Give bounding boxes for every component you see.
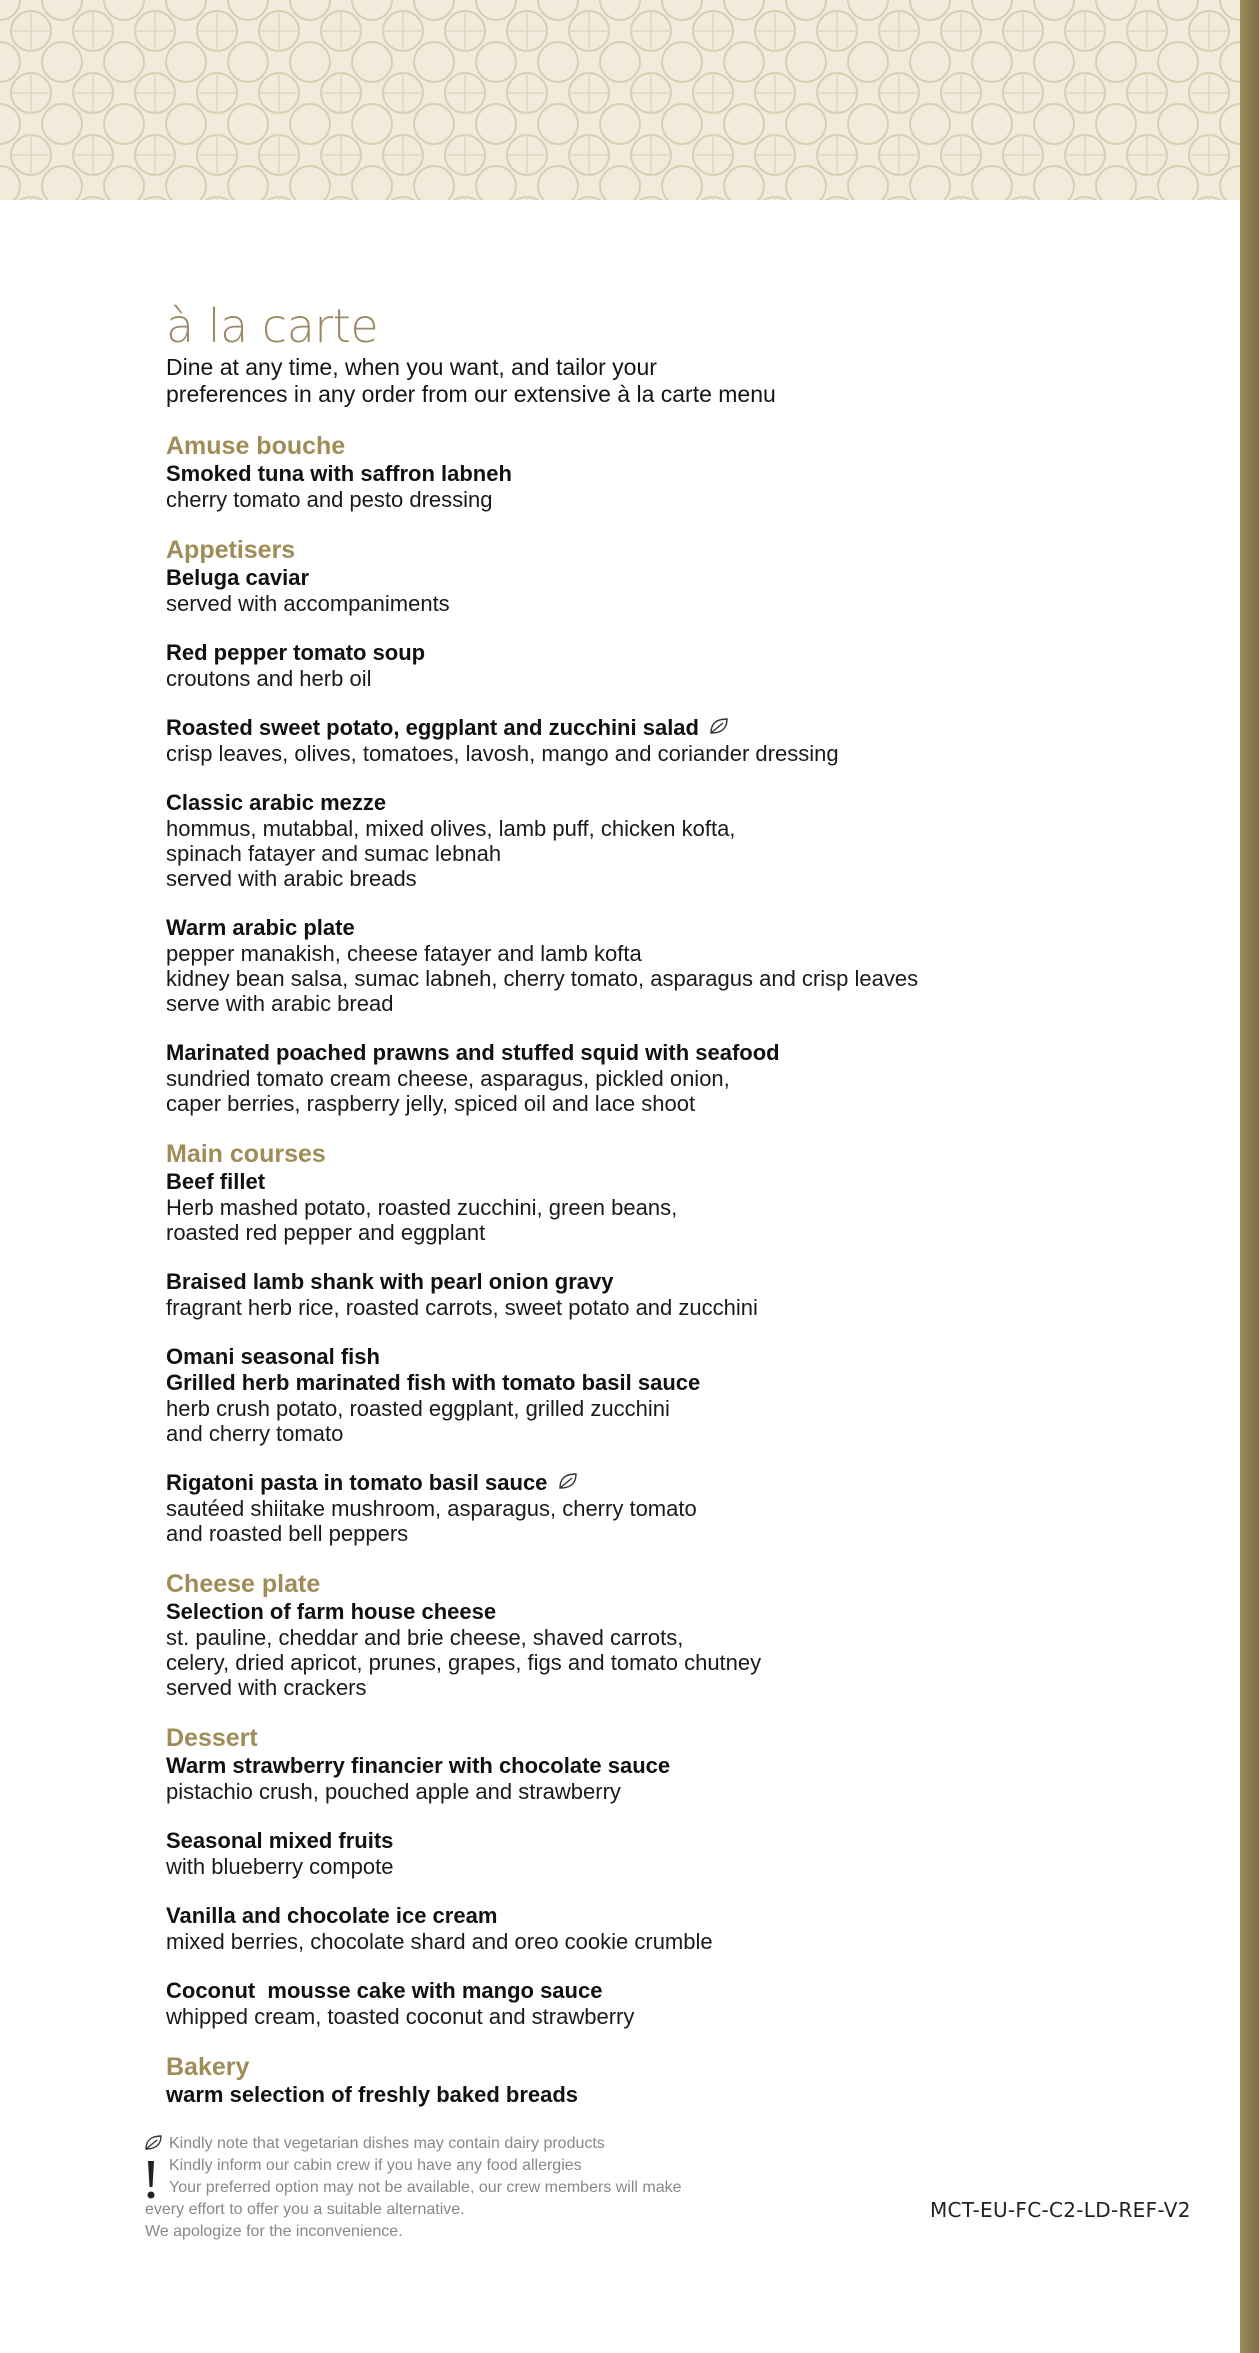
- dish-description: [166, 487, 1226, 512]
- allergy-note-line: Kindly inform our cabin crew if you have any food allergies: [169, 2157, 582, 2174]
- dish-description-line: serve with arabic bread: [166, 991, 394, 1016]
- dish-description-line: kidney bean salsa, sumac labneh, cherry tomato, asparagus and crisp leaves: [166, 966, 919, 991]
- dish-name: Vanilla and chocolate ice cream: [166, 1903, 498, 1928]
- dish-item: [166, 565, 1226, 616]
- allergy-note-continued: [145, 2199, 845, 2243]
- section-title: Dessert: [166, 1724, 258, 1752]
- dish-description: [166, 1625, 1226, 1700]
- dish-name-row: [166, 715, 1226, 741]
- dish-item: [166, 790, 1226, 891]
- dish-description-line: Herb mashed potato, roasted zucchini, green beans,: [166, 1195, 678, 1220]
- dish-description-line: with blueberry compote: [166, 1854, 394, 1879]
- dish-description-line: and roasted bell peppers: [166, 1521, 409, 1546]
- dish-description: [166, 1066, 1226, 1116]
- dish-description: [166, 1779, 1226, 1804]
- dish-name: Beluga caviar: [166, 565, 310, 590]
- dish-description-line: served with crackers: [166, 1675, 367, 1700]
- dish-name: Selection of farm house cheese: [166, 1599, 497, 1624]
- dish-name: Seasonal mixed fruits: [166, 1828, 394, 1853]
- dish-description: [166, 1396, 1226, 1446]
- dish-description-line: celery, dried apricot, prunes, grapes, figs and tomato chutney: [166, 1650, 762, 1675]
- dish-description: [166, 591, 1226, 616]
- dish-name: Classic arabic mezze: [166, 790, 387, 815]
- dish-description-line: crisp leaves, olives, tomatoes, lavosh, mango and coriander dressing: [166, 741, 839, 766]
- dish-description-line: roasted red pepper and eggplant: [166, 1220, 486, 1245]
- dish-description: [166, 741, 1226, 766]
- section-title: Main courses: [166, 1140, 326, 1168]
- dish-name: Rigatoni pasta in tomato basil sauce: [166, 1470, 548, 1495]
- intro-line: Dine at any time, when you want, and tailor your: [166, 354, 657, 380]
- dish-description-line: hommus, mutabbal, mixed olives, lamb puff, chicken kofta,: [166, 816, 736, 841]
- dish-description-line: croutons and herb oil: [166, 666, 372, 691]
- vegetarian-note-text: Kindly note that vegetarian dishes may contain dairy products: [169, 2135, 605, 2152]
- dish-description: [166, 1854, 1226, 1879]
- dish-item: [166, 1903, 1226, 1954]
- dish-description-line: pistachio crush, pouched apple and strawberry: [166, 1779, 621, 1804]
- dish-description-line: whipped cream, toasted coconut and strawberry: [166, 2004, 635, 2029]
- dish-item: [166, 1599, 1226, 1700]
- section-title: Cheese plate: [166, 1570, 321, 1598]
- dish-item: [166, 640, 1226, 691]
- section-cheese-plate: [166, 1570, 1226, 1700]
- allergy-note-line: Your preferred option may not be available, our crew members will make: [169, 2179, 682, 2196]
- dish-item: [166, 715, 1226, 766]
- dish-item: [166, 1040, 1226, 1116]
- dish-name: Warm arabic plate: [166, 915, 355, 940]
- footnotes: [145, 2133, 845, 2243]
- vegetarian-note: [145, 2133, 845, 2155]
- leaf-icon: [709, 715, 729, 741]
- dish-item: [166, 461, 1226, 512]
- dish-description-line: st. pauline, cheddar and brie cheese, shaved carrots,: [166, 1625, 684, 1650]
- dish-item: [166, 2082, 1226, 2108]
- allergy-note-line: We apologize for the inconvenience.: [145, 2223, 403, 2240]
- intro-text: [166, 354, 886, 408]
- reference-code: MCT-EU-FC-C2-LD-REF-V2: [930, 2198, 1191, 2222]
- dish-description-line: sautéed shiitake mushroom, asparagus, cherry tomato: [166, 1496, 697, 1521]
- dish-description-line: served with arabic breads: [166, 866, 417, 891]
- page-title: à la carte: [166, 299, 379, 353]
- dish-description: [166, 1295, 1226, 1320]
- dish-description-line: herb crush potato, roasted eggplant, grilled zucchini: [166, 1396, 670, 1421]
- exclamation-icon: [145, 2157, 157, 2208]
- dish-description: [166, 1195, 1226, 1245]
- menu-content: [166, 298, 1226, 2108]
- dish-item: [166, 1169, 1226, 1245]
- dish-item: [166, 1470, 1226, 1546]
- section-title: Amuse bouche: [166, 432, 346, 460]
- allergy-note-line: every effort to offer you a suitable alternative.: [145, 2201, 465, 2218]
- dish-description: [166, 666, 1226, 691]
- section-title: Bakery: [166, 2053, 250, 2081]
- dish-description: [166, 941, 1226, 1016]
- dish-description-line: spinach fatayer and sumac lebnah: [166, 841, 502, 866]
- section-appetisers: [166, 536, 1226, 1116]
- decorative-pattern-band: [0, 0, 1240, 200]
- dish-description-line: fragrant herb rice, roasted carrots, sweet potato and zucchini: [166, 1295, 758, 1320]
- dish-name: Roasted sweet potato, eggplant and zucchini salad: [166, 715, 699, 740]
- section-dessert: [166, 1724, 1226, 2029]
- dish-description-line: mixed berries, chocolate shard and oreo cookie crumble: [166, 1929, 713, 1954]
- dish-description: [166, 816, 1226, 891]
- dish-item: [166, 1344, 1226, 1446]
- section-amuse-bouche: [166, 432, 1226, 512]
- section-main-courses: [166, 1140, 1226, 1546]
- dish-name: Warm strawberry financier with chocolate sauce: [166, 1753, 671, 1778]
- dish-description-line: pepper manakish, cheese fatayer and lamb kofta: [166, 941, 642, 966]
- gold-page-edge: [1240, 0, 1259, 2353]
- dish-subname: Grilled herb marinated fish with tomato basil sauce: [166, 1370, 701, 1395]
- dish-item: [166, 1828, 1226, 1879]
- dish-description-line: and cherry tomato: [166, 1421, 344, 1446]
- dish-item: [166, 1978, 1226, 2029]
- dish-description: [166, 2004, 1226, 2029]
- dish-description-line: cherry tomato and pesto dressing: [166, 487, 493, 512]
- dish-name: Braised lamb shank with pearl onion gravy: [166, 1269, 614, 1294]
- dish-name: Smoked tuna with saffron labneh: [166, 461, 512, 486]
- leaf-icon: [558, 1470, 578, 1496]
- dish-name: Coconut mousse cake with mango sauce: [166, 1978, 603, 2003]
- lattice-pattern: [0, 0, 1240, 200]
- allergy-note: [145, 2155, 845, 2199]
- section-bakery: [166, 2053, 1226, 2108]
- dish-name-row: [166, 1470, 1226, 1496]
- section-title: Appetisers: [166, 536, 296, 564]
- dish-name: Red pepper tomato soup: [166, 640, 426, 665]
- dish-name: warm selection of freshly baked breads: [166, 2082, 579, 2107]
- dish-description-line: served with accompaniments: [166, 591, 450, 616]
- dish-item: [166, 1269, 1226, 1320]
- dish-description: [166, 1496, 1226, 1546]
- dish-description-line: caper berries, raspberry jelly, spiced oil and lace shoot: [166, 1091, 696, 1116]
- intro-line: preferences in any order from our extensive à la carte menu: [166, 381, 776, 407]
- dish-description-line: sundried tomato cream cheese, asparagus, pickled onion,: [166, 1066, 730, 1091]
- dish-item: [166, 915, 1226, 1016]
- dish-name: Omani seasonal fish: [166, 1344, 380, 1369]
- dish-name: Beef fillet: [166, 1169, 266, 1194]
- dish-item: [166, 1753, 1226, 1804]
- dish-name: Marinated poached prawns and stuffed squid with seafood: [166, 1040, 780, 1065]
- dish-description: [166, 1929, 1226, 1954]
